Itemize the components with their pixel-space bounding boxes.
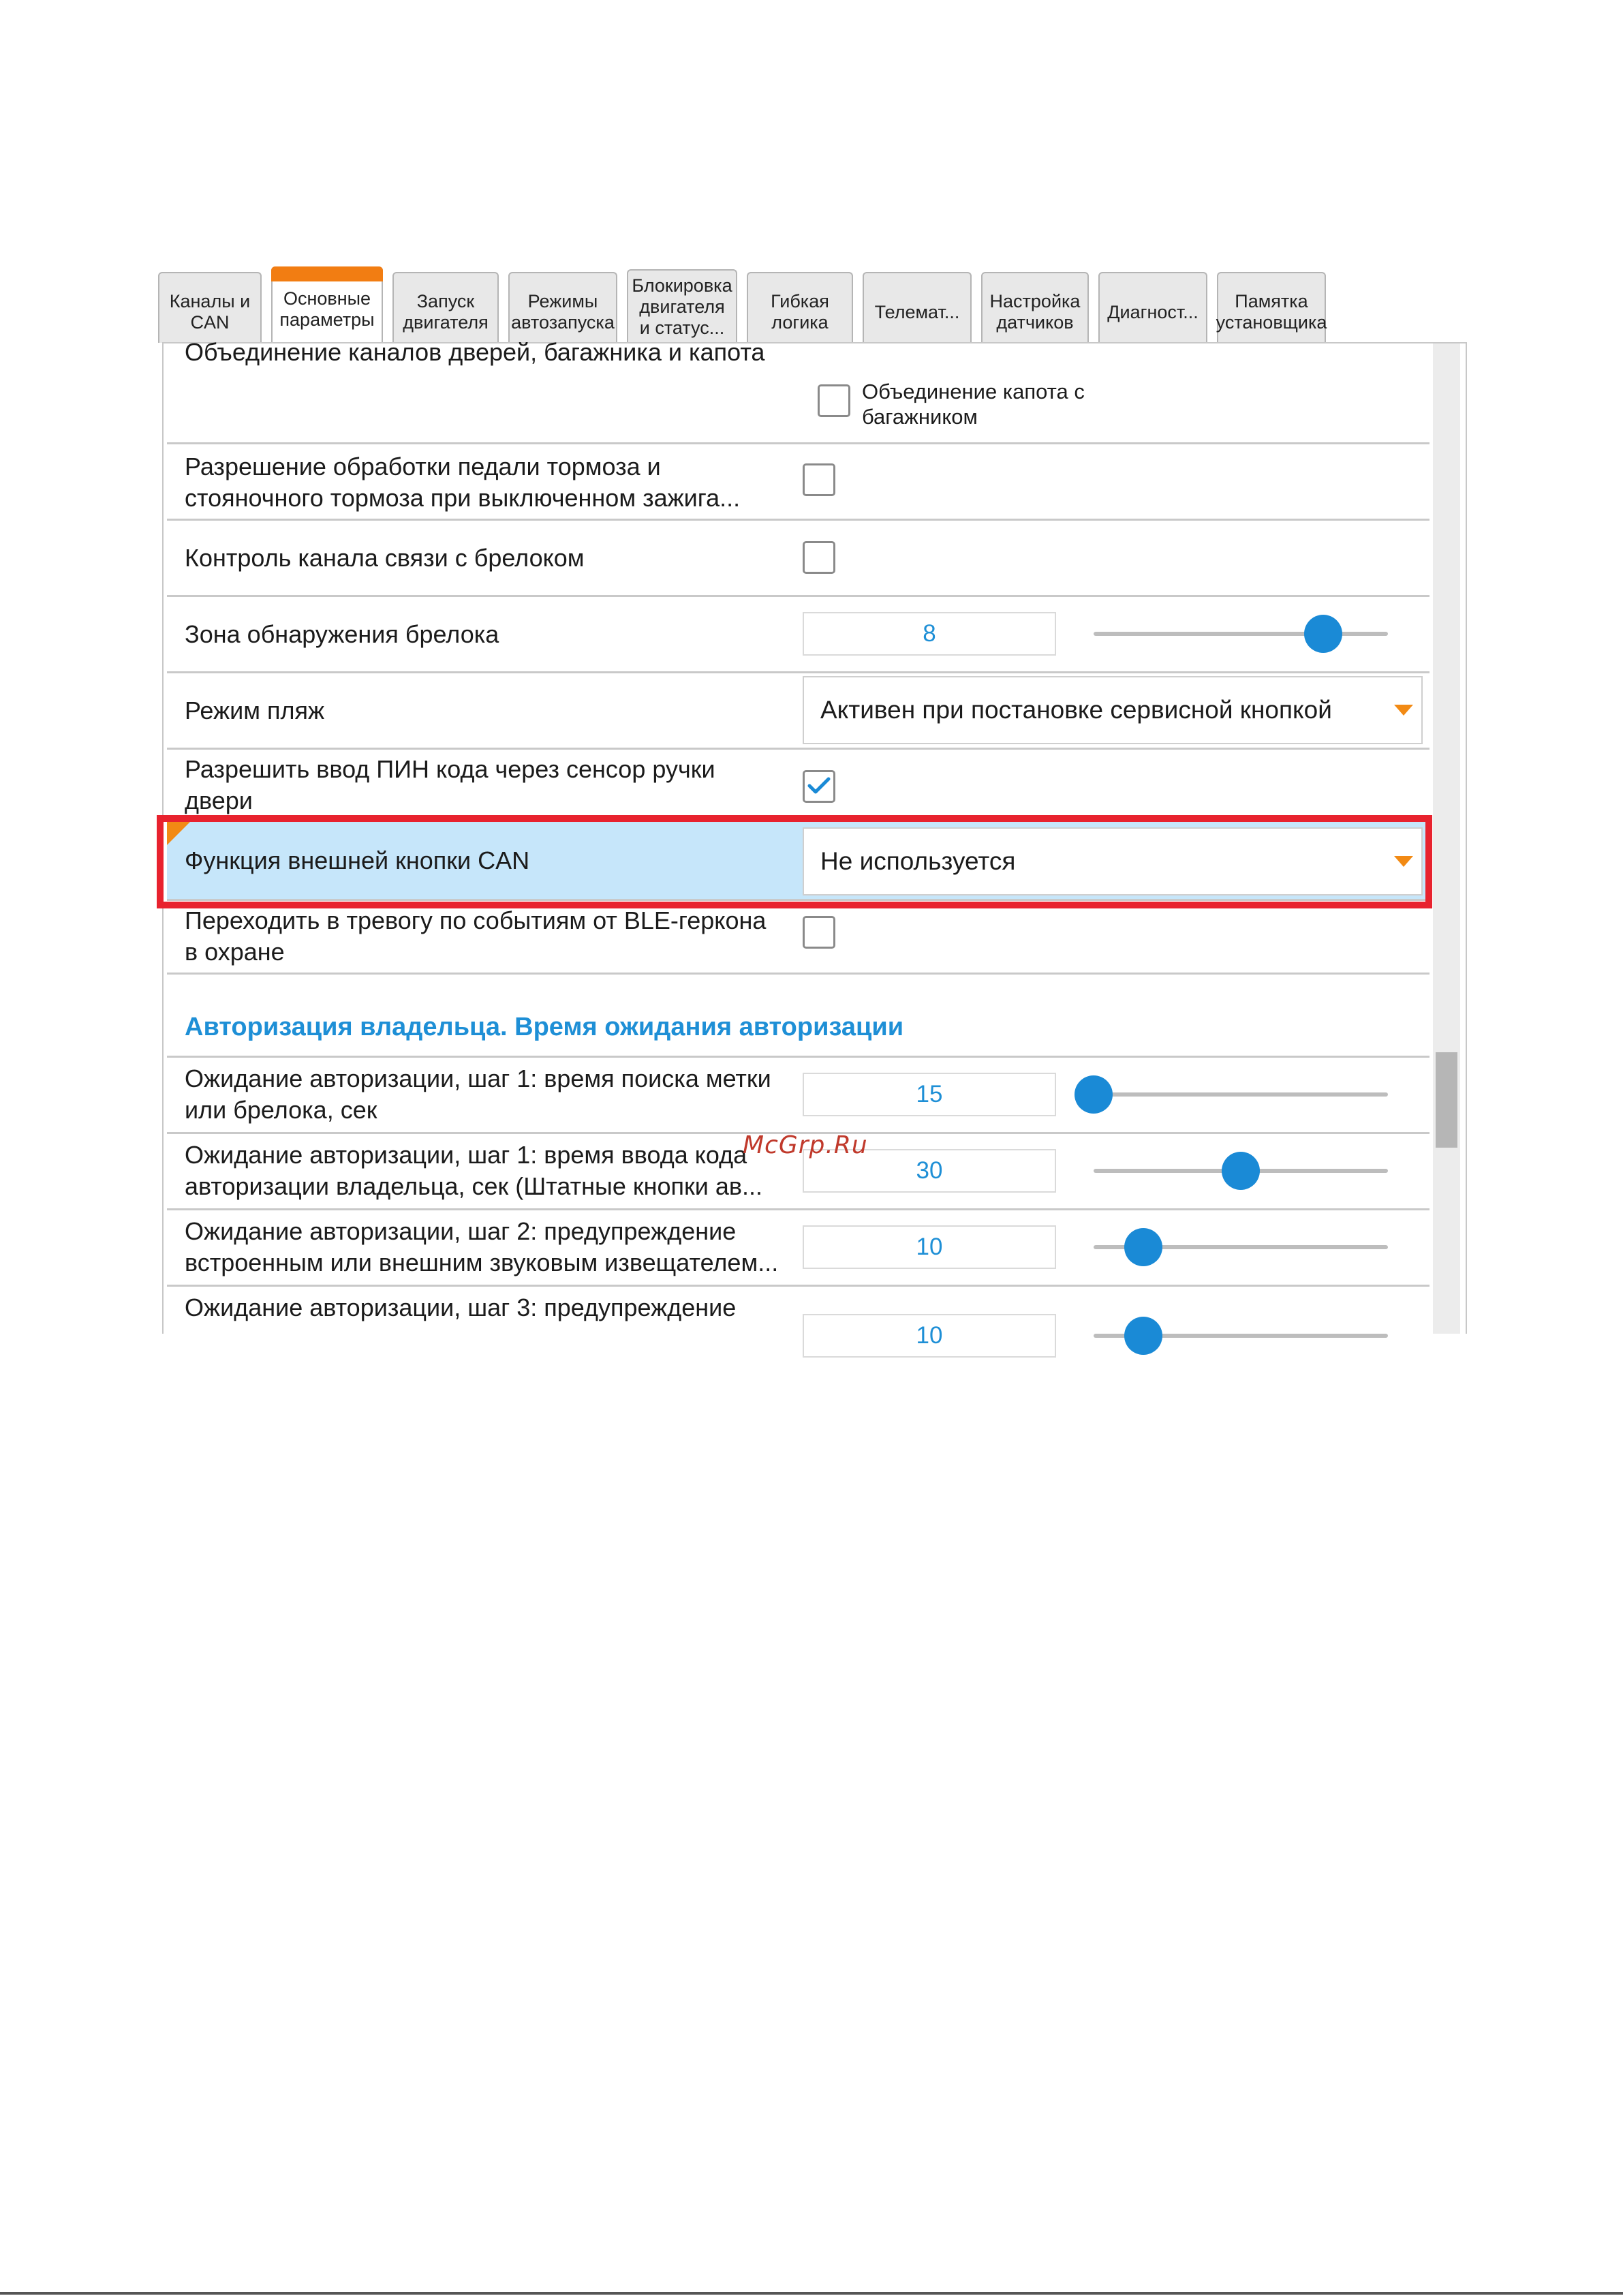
keyfob-zone-value[interactable]: 8	[803, 612, 1056, 656]
tab-label: Настройка датчиков	[989, 291, 1081, 333]
slider-thumb[interactable]	[1222, 1152, 1260, 1190]
tab-label: Памятка установщика	[1216, 291, 1327, 333]
slider-thumb[interactable]	[1304, 615, 1342, 653]
row-door-merge	[167, 337, 1429, 444]
hood-trunk-merge-checkbox[interactable]	[818, 384, 850, 417]
page-bottom-rule	[0, 2292, 1623, 2295]
tab-sensors[interactable]	[981, 272, 1089, 343]
step1-code-value[interactable]: 30	[803, 1149, 1056, 1193]
dropdown-arrow-icon	[1394, 705, 1413, 716]
highlight-frame	[157, 815, 1432, 908]
tab-label: Основные параметры	[279, 288, 375, 330]
dropdown-value: Активен при постановке сервисной кнопкой	[820, 696, 1332, 724]
step2-warn-slider[interactable]	[1094, 1227, 1388, 1268]
checkmark-icon	[807, 776, 831, 795]
keyfob-channel-checkbox[interactable]	[803, 541, 835, 574]
row-pin-code	[167, 750, 1429, 821]
section-title: Авторизация владельца. Время ожидания авторизации	[185, 1013, 904, 1041]
row-label: Переходить в тревогу по событиям от BLE-геркона в охране	[185, 906, 767, 966]
brake-pedal-checkbox[interactable]	[803, 463, 835, 496]
step1-search-value[interactable]: 15	[803, 1073, 1056, 1116]
step1-search-slider[interactable]	[1094, 1074, 1388, 1115]
row-beach-mode	[167, 673, 1429, 750]
row-label: Функция внешней кнопки CAN	[185, 846, 530, 874]
tab-label: Режимы автозапуска	[511, 291, 615, 333]
tab-label: Запуск двигателя	[403, 291, 489, 333]
scrollbar-thumb[interactable]	[1436, 1052, 1457, 1148]
ble-alarm-checkbox[interactable]	[803, 916, 835, 949]
slider-track	[1094, 632, 1388, 636]
row-keyfob-zone	[167, 597, 1429, 673]
tab-label: Блокировка двигателя и статус...	[632, 275, 732, 338]
tab-label: Гибкая логика	[771, 291, 829, 333]
row-label: Разрешить ввод ПИН кода через сенсор ручки двери	[185, 755, 715, 814]
row-label: Ожидание авторизации, шаг 1: время поиска метки или брелока, сек	[185, 1065, 771, 1124]
slider-thumb[interactable]	[1124, 1228, 1162, 1266]
slider-thumb[interactable]	[1075, 1075, 1113, 1114]
slider-track	[1094, 1092, 1388, 1097]
keyfob-zone-slider[interactable]	[1094, 613, 1388, 654]
tab-label: Диагност...	[1107, 301, 1199, 322]
checkbox-label: Объединение капота с багажником	[862, 380, 1085, 429]
row-auth-step1-search	[167, 1058, 1429, 1134]
row-ble-alarm	[167, 901, 1429, 975]
tab-engine-lock[interactable]	[627, 269, 737, 343]
tab-engine-start[interactable]	[392, 272, 499, 343]
pin-code-checkbox[interactable]	[803, 770, 835, 803]
tab-telematics[interactable]	[863, 272, 972, 343]
row-brake-pedal	[167, 444, 1429, 521]
tab-label: Каналы и CAN	[169, 291, 251, 333]
step3-warn-slider[interactable]	[1094, 1315, 1388, 1356]
tab-installer-memo[interactable]	[1217, 272, 1326, 343]
row-label: Ожидание авторизации, шаг 3: предупреждение	[185, 1294, 737, 1321]
tab-label: Телемат...	[874, 301, 960, 322]
step1-code-slider[interactable]	[1094, 1150, 1388, 1191]
vertical-scrollbar[interactable]	[1433, 343, 1460, 1334]
tab-autostart-modes[interactable]	[508, 272, 617, 343]
row-label: Разрешение обработки педали тормоза и стояночного тормоза при выключенном зажига...	[185, 453, 741, 512]
row-auth-step3-warn	[167, 1287, 1429, 1363]
tab-channels-can[interactable]	[158, 272, 262, 343]
row-label: Ожидание авторизации, шаг 2: предупреждение встроенным или внешним звуковым извещателем...	[185, 1217, 779, 1276]
section-header	[167, 1005, 1429, 1058]
row-label: Контроль канала связи с брелоком	[185, 544, 585, 572]
dropdown-value: Не используется	[820, 847, 1016, 875]
row-auth-step2-warn	[167, 1210, 1429, 1287]
step3-warn-value[interactable]: 10	[803, 1314, 1056, 1358]
step2-warn-value[interactable]: 10	[803, 1225, 1056, 1269]
row-label: Режим пляж	[185, 697, 325, 724]
tab-flex-logic[interactable]	[747, 272, 853, 343]
tab-main-params[interactable]	[271, 266, 383, 343]
row-label: Ожидание авторизации, шаг 1: время ввода кода авторизации владельца, сек (Штатные кнопки ав...	[185, 1141, 763, 1200]
beach-mode-dropdown[interactable]	[803, 676, 1423, 744]
tab-bar	[158, 268, 1477, 343]
tab-diagnostics[interactable]	[1098, 272, 1207, 343]
row-label: Объединение каналов дверей, багажника и капота	[185, 338, 765, 366]
watermark: McGrp.Ru	[743, 1131, 868, 1159]
row-keyfob-channel	[167, 521, 1429, 597]
row-label: Зона обнаружения брелока	[185, 620, 499, 648]
slider-thumb[interactable]	[1124, 1317, 1162, 1355]
